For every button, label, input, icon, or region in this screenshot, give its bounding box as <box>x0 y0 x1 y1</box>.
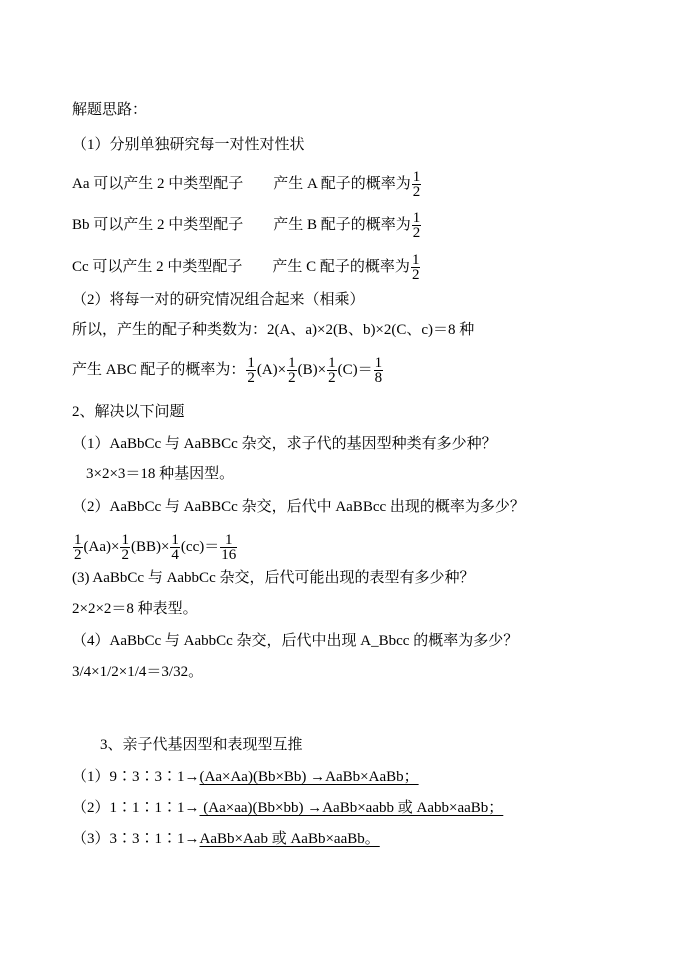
fraction: $\frac{1}{2}$ <box>412 210 421 241</box>
answer-4: 3/4×1/2×1/4＝3/32。 <box>72 664 204 680</box>
fraction: $\frac{1}{2}$ <box>412 169 421 200</box>
rule-underlined: AaBb×Aab 或 AaBb×aaBb。 <box>199 831 380 847</box>
answer-term: (Aa)× <box>83 538 120 555</box>
answer-term: (BB)× <box>130 538 170 555</box>
fraction: $\frac{1}{2}$ <box>247 355 255 386</box>
row-bb-left: Bb 可以产生 2 中类型配子 <box>72 216 244 233</box>
fraction: $\frac{1}{2}$ <box>74 532 82 563</box>
prob-term: (C)＝ <box>337 361 373 378</box>
fraction: $\frac{1}{4}$ <box>171 532 179 563</box>
step-1: （1）分别单独研究每一对性对性状 <box>72 137 305 153</box>
row-cc-left: Cc 可以产生 2 中类型配子 <box>72 258 243 275</box>
question-2: （2）AaBbCc 与 AaBBCc 杂交，后代中 AaBBcc 出现的概率为多少？ <box>72 499 525 515</box>
rule-2 <box>72 798 503 818</box>
row-aa-right: 产生 A 配子的概率为 <box>273 175 411 192</box>
gamete-prob-line <box>72 356 384 385</box>
question-1: （1）AaBbCc 与 AaBBCc 杂交，求子代的基因型种类有多少种？ <box>72 436 497 452</box>
fraction: $\frac{1}{2}$ <box>328 355 336 386</box>
fraction: $\frac{1}{2}$ <box>288 355 296 386</box>
prob-prefix: 产生 ABC 配子的概率为： <box>72 361 246 378</box>
rule-1 <box>72 767 419 787</box>
answer-2 <box>72 533 238 562</box>
rule-3 <box>72 829 380 849</box>
section-2-title: 2、解决以下问题 <box>72 404 185 420</box>
row-aa <box>72 170 422 199</box>
prob-term: (A)× <box>256 361 287 378</box>
question-4: （4）AaBbCc 与 AabbCc 杂交，后代中出现 A_Bbcc 的概率为多少？ <box>72 633 519 649</box>
rule-prefix: （3）3∶3∶1∶1→ <box>72 831 200 847</box>
answer-term: (cc)＝ <box>180 538 220 555</box>
fraction: $\frac{1}{2}$ <box>121 532 129 563</box>
row-cc-right: 产生 C 配子的概率为 <box>272 258 410 275</box>
fraction: $\frac{1}{2}$ <box>411 252 420 283</box>
answer-1: 3×2×3＝18 种基因型。 <box>86 466 235 482</box>
gamete-types-line: 所以，产生的配子种类数为：2(A、a)×2(B、b)×2(C、c)＝8 种 <box>72 322 475 338</box>
row-aa-left: Aa 可以产生 2 中类型配子 <box>72 175 244 192</box>
rule-prefix: （1）9∶3∶3∶1→ <box>72 769 200 785</box>
row-bb <box>72 211 422 240</box>
fraction: $\frac{1}{16}$ <box>221 532 237 563</box>
question-3: (3) AaBbCc 与 AabbCc 杂交，后代可能出现的表型有多少种？ <box>72 570 475 586</box>
row-cc <box>72 253 421 282</box>
fraction: $\frac{1}{8}$ <box>374 355 383 386</box>
rule-prefix: （2）1∶1∶1∶1→ <box>72 800 200 816</box>
rule-underlined: (Aa×Aa)(Bb×Bb) →AaBb×AaBb； <box>199 769 419 785</box>
rule-underlined: (Aa×aa)(Bb×bb) →AaBb×aabb 或 Aabb×aaBb； <box>199 800 504 816</box>
heading: 解题思路： <box>72 102 148 118</box>
prob-term: (B)× <box>297 361 327 378</box>
row-bb-right: 产生 B 配子的概率为 <box>273 216 411 233</box>
section-3-title: 3、亲子代基因型和表现型互推 <box>100 737 303 753</box>
answer-3: 2×2×2＝8 种表型。 <box>72 601 198 617</box>
step-2: （2）将每一对的研究情况组合起来（相乘） <box>72 292 365 308</box>
